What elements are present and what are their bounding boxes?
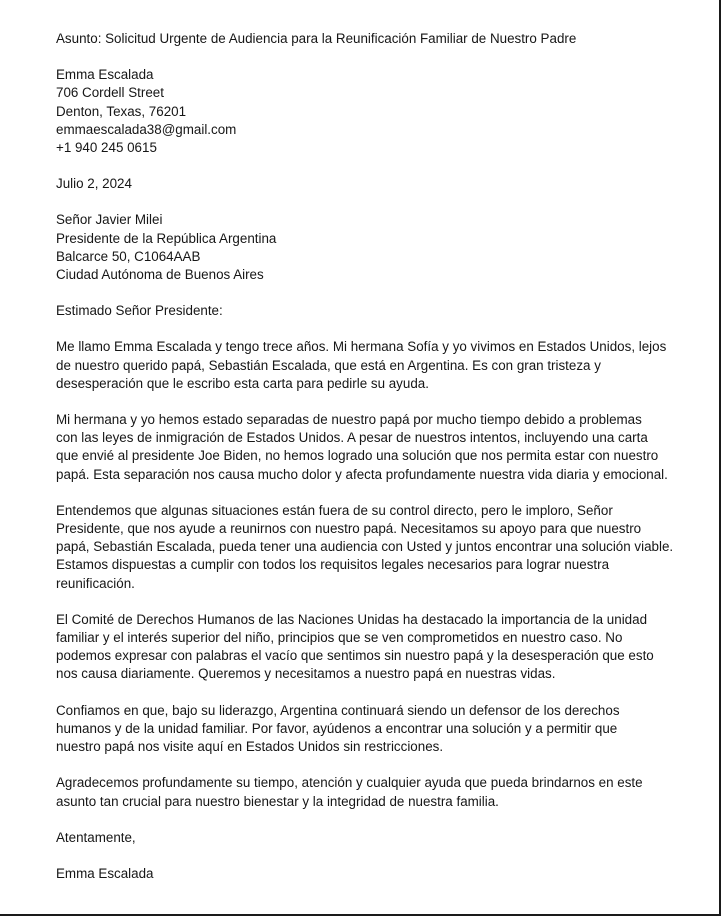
recipient-title: Presidente de la República Argentina — [56, 230, 277, 246]
paragraph-line: Mi hermana y yo hemos estado separadas de nuestro papá por mucho tiempo debido a problemas — [56, 412, 642, 428]
paragraph-line: Presidente, que nos ayude a reunirnos con nuestro papá. Necesitamos su apoyo para que nuestro — [56, 521, 642, 537]
sender-name: Emma Escalada — [56, 67, 154, 83]
recipient-address: Balcarce 50, C1064AAB — [56, 248, 201, 264]
paragraph-line: con las leyes de inmigración de Estados Unidos. A pesar de nuestros intentos, incluyendo una carta — [56, 430, 648, 446]
paragraph-line: que envié al presidente Joe Biden, no hemos logrado una solución que nos permita estar con nuestro — [56, 448, 659, 464]
paragraph-2 — [56, 411, 696, 484]
letter-date: Julio 2, 2024 — [56, 176, 132, 192]
sender-phone: +1 940 245 0615 — [56, 140, 157, 156]
paragraph-5 — [56, 702, 696, 757]
recipient-city: Ciudad Autónoma de Buenos Aires — [56, 267, 264, 283]
paragraph-line: Entendemos que algunas situaciones están fuera de su control directo, pero le imploro, Señor — [56, 502, 613, 518]
paragraph-line: Me llamo Emma Escalada y tengo trece años. Mi hermana Sofía y yo vivimos en Estados Unidos, lejos — [56, 339, 667, 355]
paragraph-line: asunto tan crucial para nuestro bienestar y la integridad de nuestra familia. — [56, 793, 499, 809]
paragraph-line: El Comité de Derechos Humanos de las Naciones Unidas ha destacado la importancia de la unidad — [56, 611, 648, 627]
paragraph-line: nuestro papá nos visite aquí en Estados Unidos sin restricciones. — [56, 739, 444, 755]
letter-body — [56, 30, 696, 883]
paragraph-line: nos causa diariamente. Queremos y necesitamos a nuestro papá en nuestras vidas. — [56, 666, 556, 682]
sender-street: 706 Cordell Street — [56, 85, 164, 101]
paragraph-line: papá. Esta separación nos causa mucho dolor y afecta profundamente nuestra vida diaria y emocional. — [56, 466, 668, 482]
recipient-block — [56, 211, 696, 284]
paragraph-line: podemos expresar con palabras el vacío que sentimos sin nuestro papá y la desesperación que esto — [56, 648, 654, 664]
paragraph-line: Estamos dispuestas a cumplir con todos los requisitos legales necesarios para lograr nuestra — [56, 557, 610, 573]
paragraph-line: desesperación que le escribo esta carta para pedirle su ayuda. — [56, 375, 429, 391]
subject-line: Asunto: Solicitud Urgente de Audiencia para la Reunificación Familiar de Nuestro Padre — [56, 31, 577, 46]
paragraph-line: Agradecemos profundamente su tiempo, atención y cualquier ayuda que pueda brindarnos en este — [56, 775, 643, 791]
signature: Emma Escalada — [56, 865, 154, 881]
paragraph-line: humanos y de la unidad familiar. Por favor, ayúdenos a encontrar una solución y a permitir que — [56, 720, 618, 736]
paragraph-line: papá, Sebastián Escalada, pueda tener una audiencia con Usted y juntos encontrar una solución viable. — [56, 539, 674, 555]
paragraph-4 — [56, 611, 696, 684]
sender-email: emmaescalada38@gmail.com — [56, 121, 237, 137]
paragraph-line: de nuestro querido papá, Sebastián Escalada, que está en Argentina. Es con gran tristeza y — [56, 357, 601, 373]
paragraph-line: familiar y el interés superior del niño, principios que se ven comprometidos en nuestro caso. No — [56, 630, 623, 646]
paragraph-line: Confiamos en que, bajo su liderazgo, Argentina continuará siendo un defensor de los derechos — [56, 702, 620, 718]
sender-city: Denton, Texas, 76201 — [56, 103, 187, 119]
closing: Atentamente, — [56, 829, 136, 845]
paragraph-1 — [56, 338, 696, 393]
salutation: Estimado Señor Presidente: — [56, 303, 223, 319]
paragraph-3 — [56, 502, 696, 593]
sender-block — [56, 66, 696, 157]
recipient-name: Señor Javier Milei — [56, 212, 163, 228]
paragraph-line: reunificación. — [56, 575, 135, 591]
paragraph-6 — [56, 774, 696, 810]
